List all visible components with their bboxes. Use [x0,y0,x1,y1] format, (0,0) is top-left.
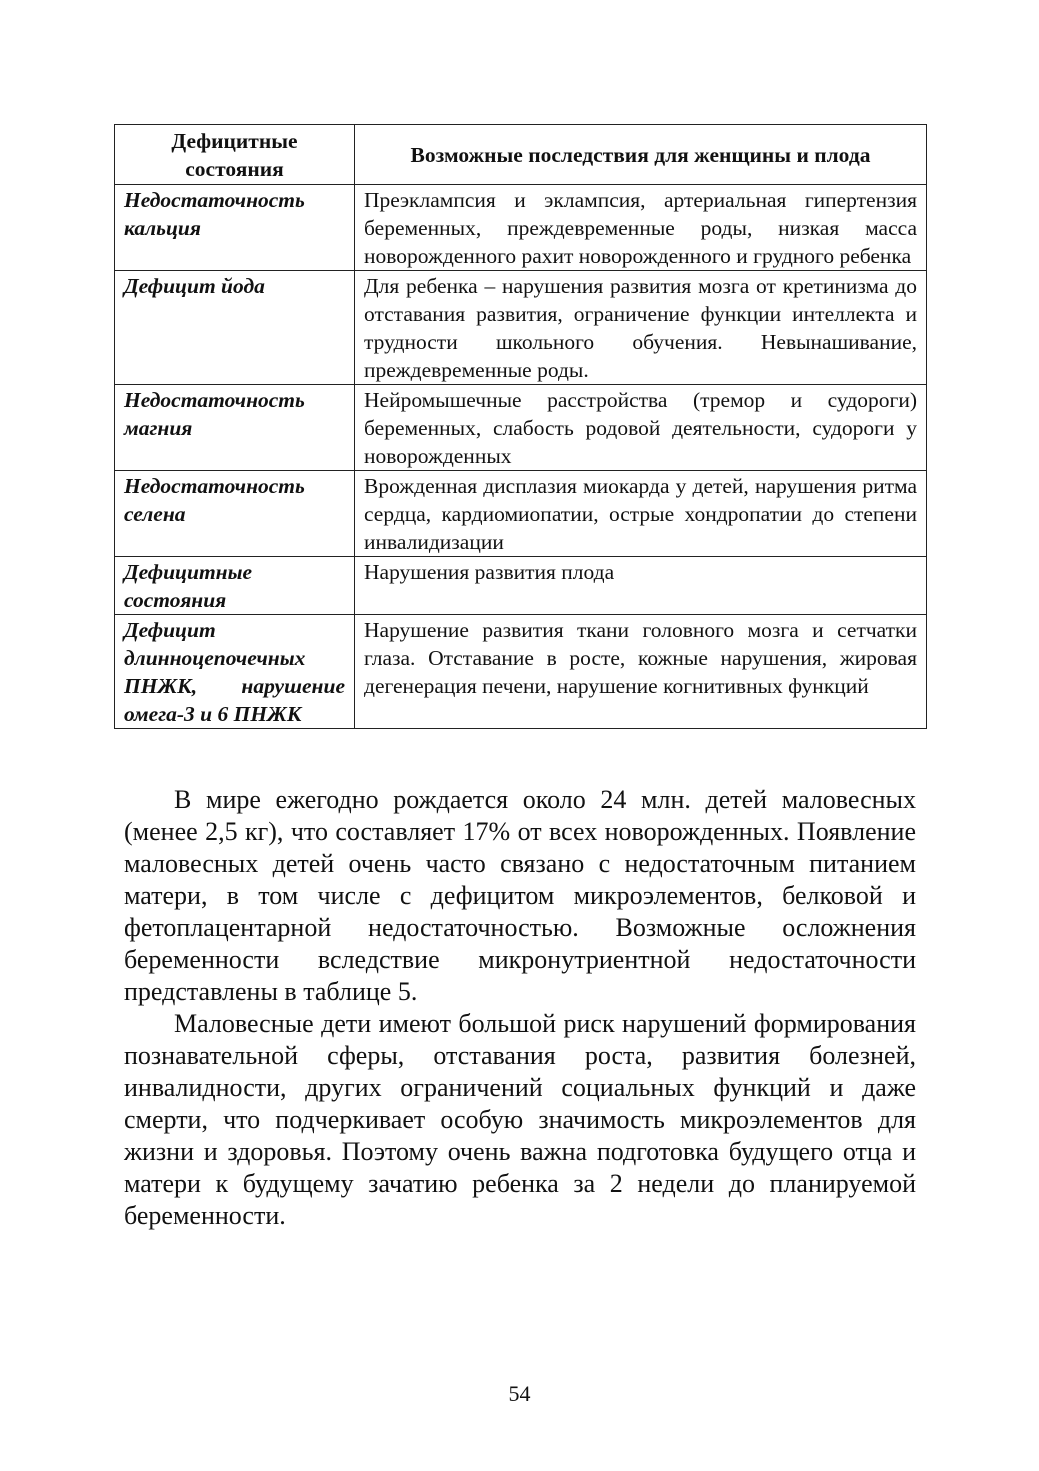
consequence-cell: Врожденная дисплазия миокарда у детей, нарушения ритма сердца, кардиомиопатии, острые хондропатии до степени инвалидизации [355,471,927,557]
condition-cell: Недостаточность селена [115,471,355,557]
table-row [115,385,927,471]
condition-cell: Дефицит йода [115,271,355,385]
body-text [124,784,916,1232]
table-header-row [115,125,927,185]
page-number: 54 [508,1381,531,1406]
table-row [115,185,927,271]
table-row [115,557,927,615]
table-row [115,271,927,385]
paragraph: В мире ежегодно рождается около 24 млн. детей маловесных (менее 2,5 кг), что составляет 17% от всех новорожденных. Появление маловесных детей очень часто связано с недостаточным питанием матери, в том числе с дефицитом микроэлементов, белковой и фетоплацентарной недостаточностью. Возможные осложнения беременности вследствие микронутриентной недостаточности представлены в таблице 5. [124,785,916,1006]
deficiency-table [114,124,927,729]
header-conditions: Дефицитные состояния [115,125,355,185]
consequence-cell: Для ребенка – нарушения развития мозга от кретинизма до отставания развития, ограничение функции интеллекта и трудности школьного обучения. Невынашивание, преждевременные роды. [355,271,927,385]
header-consequences: Возможные последствия для женщины и плода [355,125,927,185]
table-row [115,471,927,557]
consequence-cell: Преэклампсия и эклампсия, артериальная гипертензия беременных, преждевременные роды, низкая масса новорожденного рахит новорожденного и грудного ребенка [355,185,927,271]
consequence-cell: Нейромышечные расстройства (тремор и судороги) беременных, слабость родовой деятельности, судороги у новорожденных [355,385,927,471]
condition-cell: Недостаточность магния [115,385,355,471]
consequence-cell: Нарушение развития ткани головного мозга и сетчатки глаза. Отставание в росте, кожные нарушения, жировая дегенерация печени, нарушение когнитивных функций [355,615,927,729]
paragraph: Маловесные дети имеют большой риск нарушений формирования познавательной сферы, отставания роста, развития болезней, инвалидности, других ограничений социальных функций и даже смерти, что подчеркивает особую значимость микроэлементов для жизни и здоровья. Поэтому очень важна подготовка будущего отца и матери к будущему зачатию ребенка за 2 недели до планируемой беременности. [124,1009,916,1230]
table-row [115,615,927,729]
condition-cell: Недостаточность кальция [115,185,355,271]
condition-cell: Дефицитные состояния [115,557,355,615]
consequence-cell: Нарушения развития плода [355,557,927,615]
condition-cell: Дефицит длинноцепочечных ПНЖК, нарушение омега-3 и 6 ПНЖК [115,615,355,729]
